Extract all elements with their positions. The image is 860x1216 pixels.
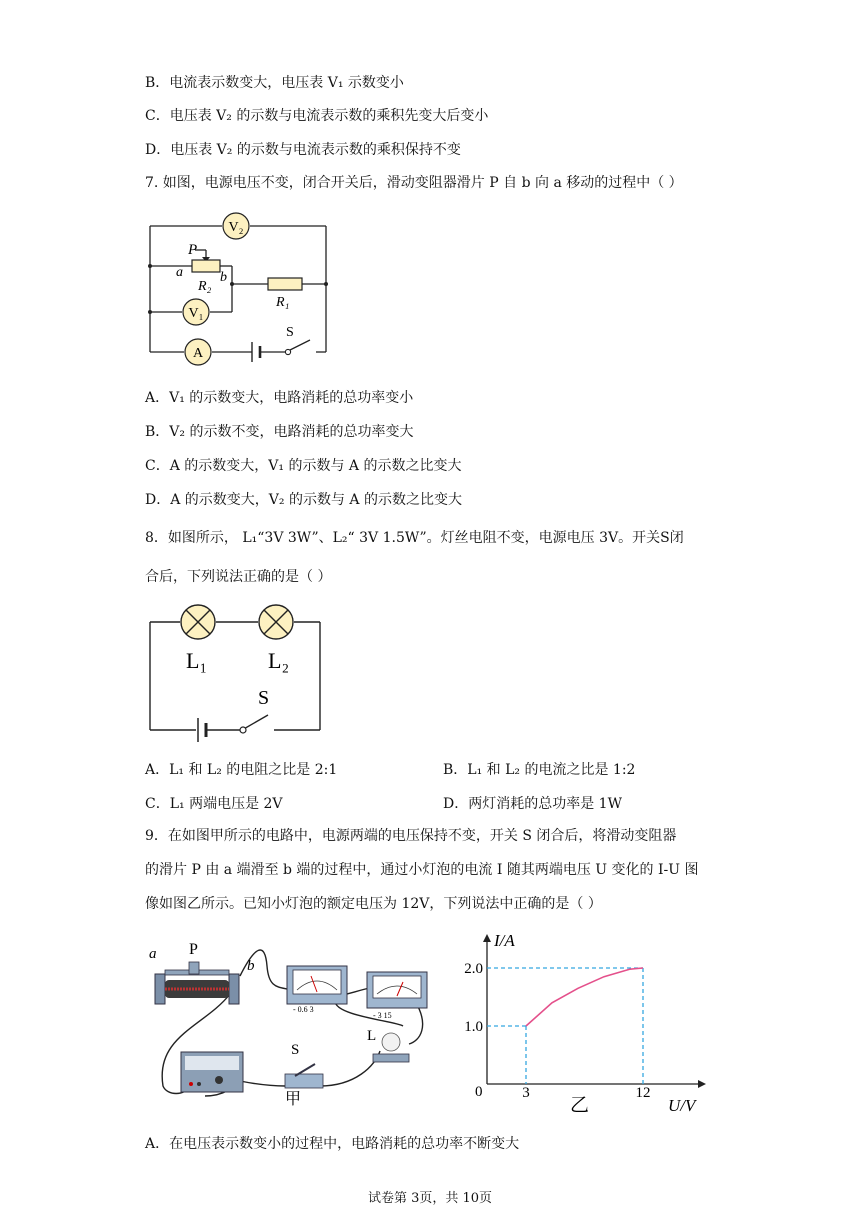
y-tick-label: 1.0 bbox=[464, 1019, 483, 1035]
ammeter-device-icon bbox=[287, 966, 347, 1004]
q8-option-a: A．L₁ 和 L₂ 的电阻之比是 2:1 bbox=[145, 762, 338, 778]
voltmeter-scale: - 3 15 bbox=[373, 1011, 392, 1020]
series-line bbox=[526, 968, 643, 1026]
resistor-r2 bbox=[192, 260, 220, 272]
voltmeter-device-icon bbox=[367, 972, 427, 1008]
label-b: b bbox=[247, 958, 255, 974]
lamp-l2-icon bbox=[259, 605, 293, 639]
q7-option-a: A．V₁ 的示数变大，电路消耗的总功率变小 bbox=[145, 390, 414, 406]
q8-circuit-figure bbox=[140, 598, 340, 748]
label-s: S bbox=[291, 1042, 300, 1058]
caption-jia: 甲 bbox=[285, 1091, 302, 1106]
switch-icon bbox=[240, 727, 246, 733]
q7-circuit-figure bbox=[140, 208, 340, 368]
page-footer: 试卷第 3页，共 10页 bbox=[367, 1191, 493, 1206]
q6-option-c: C．电压表 V₂ 的示数与电流表示数的乘积先变大后变小 bbox=[145, 108, 489, 124]
resistor-r1 bbox=[268, 278, 302, 290]
ammeter-label: A bbox=[192, 346, 204, 361]
q6-option-d: D．电压表 V₂ 的示数与电流表示数的乘积保持不变 bbox=[145, 142, 461, 158]
q8-stem-line1: 8．如图所示， L₁“3V 3W”、L₂“ 3V 1.5W”。灯丝电阻不变，电源电压 3V。开关S闭 bbox=[145, 530, 684, 546]
label-p: P bbox=[188, 242, 198, 258]
v1-label: V₁ bbox=[188, 306, 204, 321]
label-b: b bbox=[220, 270, 227, 285]
q8-option-c: C．L₁ 两端电压是 2V bbox=[145, 796, 283, 812]
q7-option-d: D．A 的示数变大，V₂ 的示数与 A 的示数之比变大 bbox=[145, 492, 462, 508]
switch-icon bbox=[285, 349, 290, 354]
label-l2: L₂ bbox=[268, 648, 290, 673]
label-l: L bbox=[367, 1028, 377, 1044]
q9-option-a: A．在电压表示数变小的过程中，电路消耗的总功率不断变大 bbox=[145, 1136, 520, 1152]
y-axis-arrow bbox=[483, 934, 491, 942]
label-r1: R₁ bbox=[276, 295, 290, 310]
label-s: S bbox=[258, 687, 270, 709]
y-axis-label: I/A bbox=[494, 931, 515, 950]
q9-apparatus-figure-jia bbox=[145, 936, 435, 1106]
x-tick-label: 12 bbox=[635, 1085, 651, 1101]
y-tick-label: 2.0 bbox=[464, 961, 483, 977]
switch-device-icon bbox=[285, 1064, 323, 1088]
q9-iu-chart-yi bbox=[450, 928, 720, 1114]
rheostat-icon bbox=[155, 962, 239, 1004]
origin-label: 0 bbox=[475, 1084, 483, 1100]
label-a: a bbox=[176, 265, 183, 280]
label-l1: L₁ bbox=[186, 648, 208, 673]
q7-stem: 7. 如图，电源电压不变，闭合开关后，滑动变阻器滑片 P 自 b 向 a 移动的过程中（ ） bbox=[145, 175, 683, 191]
q6-option-b: B．电流表示数变大，电压表 V₁ 示数变小 bbox=[145, 75, 404, 91]
caption-yi: 乙 bbox=[570, 1095, 590, 1114]
q8-option-b: B．L₁ 和 L₂ 的电流之比是 1:2 bbox=[443, 762, 636, 778]
label-s: S bbox=[286, 325, 294, 340]
x-tick-label: 3 bbox=[522, 1085, 530, 1101]
label-p: P bbox=[189, 941, 198, 958]
label-a: a bbox=[149, 946, 157, 962]
q9-stem-line2: 的滑片 P 由 a 端滑至 b 端的过程中，通过小灯泡的电流 I 随其两端电压 U 变化的 I-U 图 bbox=[145, 862, 699, 878]
lamp-icon bbox=[373, 1033, 409, 1062]
q8-stem-line2: 合后，下列说法正确的是（ ） bbox=[145, 569, 332, 585]
label-r2: R₂ bbox=[198, 279, 212, 294]
q9-stem-line1: 9．在如图甲所示的电路中，电源两端的电压保持不变，开关 S 闭合后，将滑动变阻器 bbox=[145, 828, 677, 844]
x-axis-arrow bbox=[698, 1080, 706, 1088]
lamp-l1-icon bbox=[181, 605, 215, 639]
q8-option-d: D．两灯消耗的总功率是 1W bbox=[443, 796, 622, 812]
x-axis-label: U/V bbox=[668, 1096, 696, 1114]
v2-label: V₂ bbox=[228, 220, 244, 235]
q7-option-c: C．A 的示数变大，V₁ 的示数与 A 的示数之比变大 bbox=[145, 458, 462, 474]
power-supply-icon bbox=[181, 1052, 243, 1092]
q7-option-b: B．V₂ 的示数不变，电路消耗的总功率变大 bbox=[145, 424, 414, 440]
q9-stem-line3: 像如图乙所示。已知小灯泡的额定电压为 12V，下列说法中正确的是（ ） bbox=[145, 896, 602, 912]
ammeter-scale: - 0.6 3 bbox=[293, 1005, 314, 1014]
